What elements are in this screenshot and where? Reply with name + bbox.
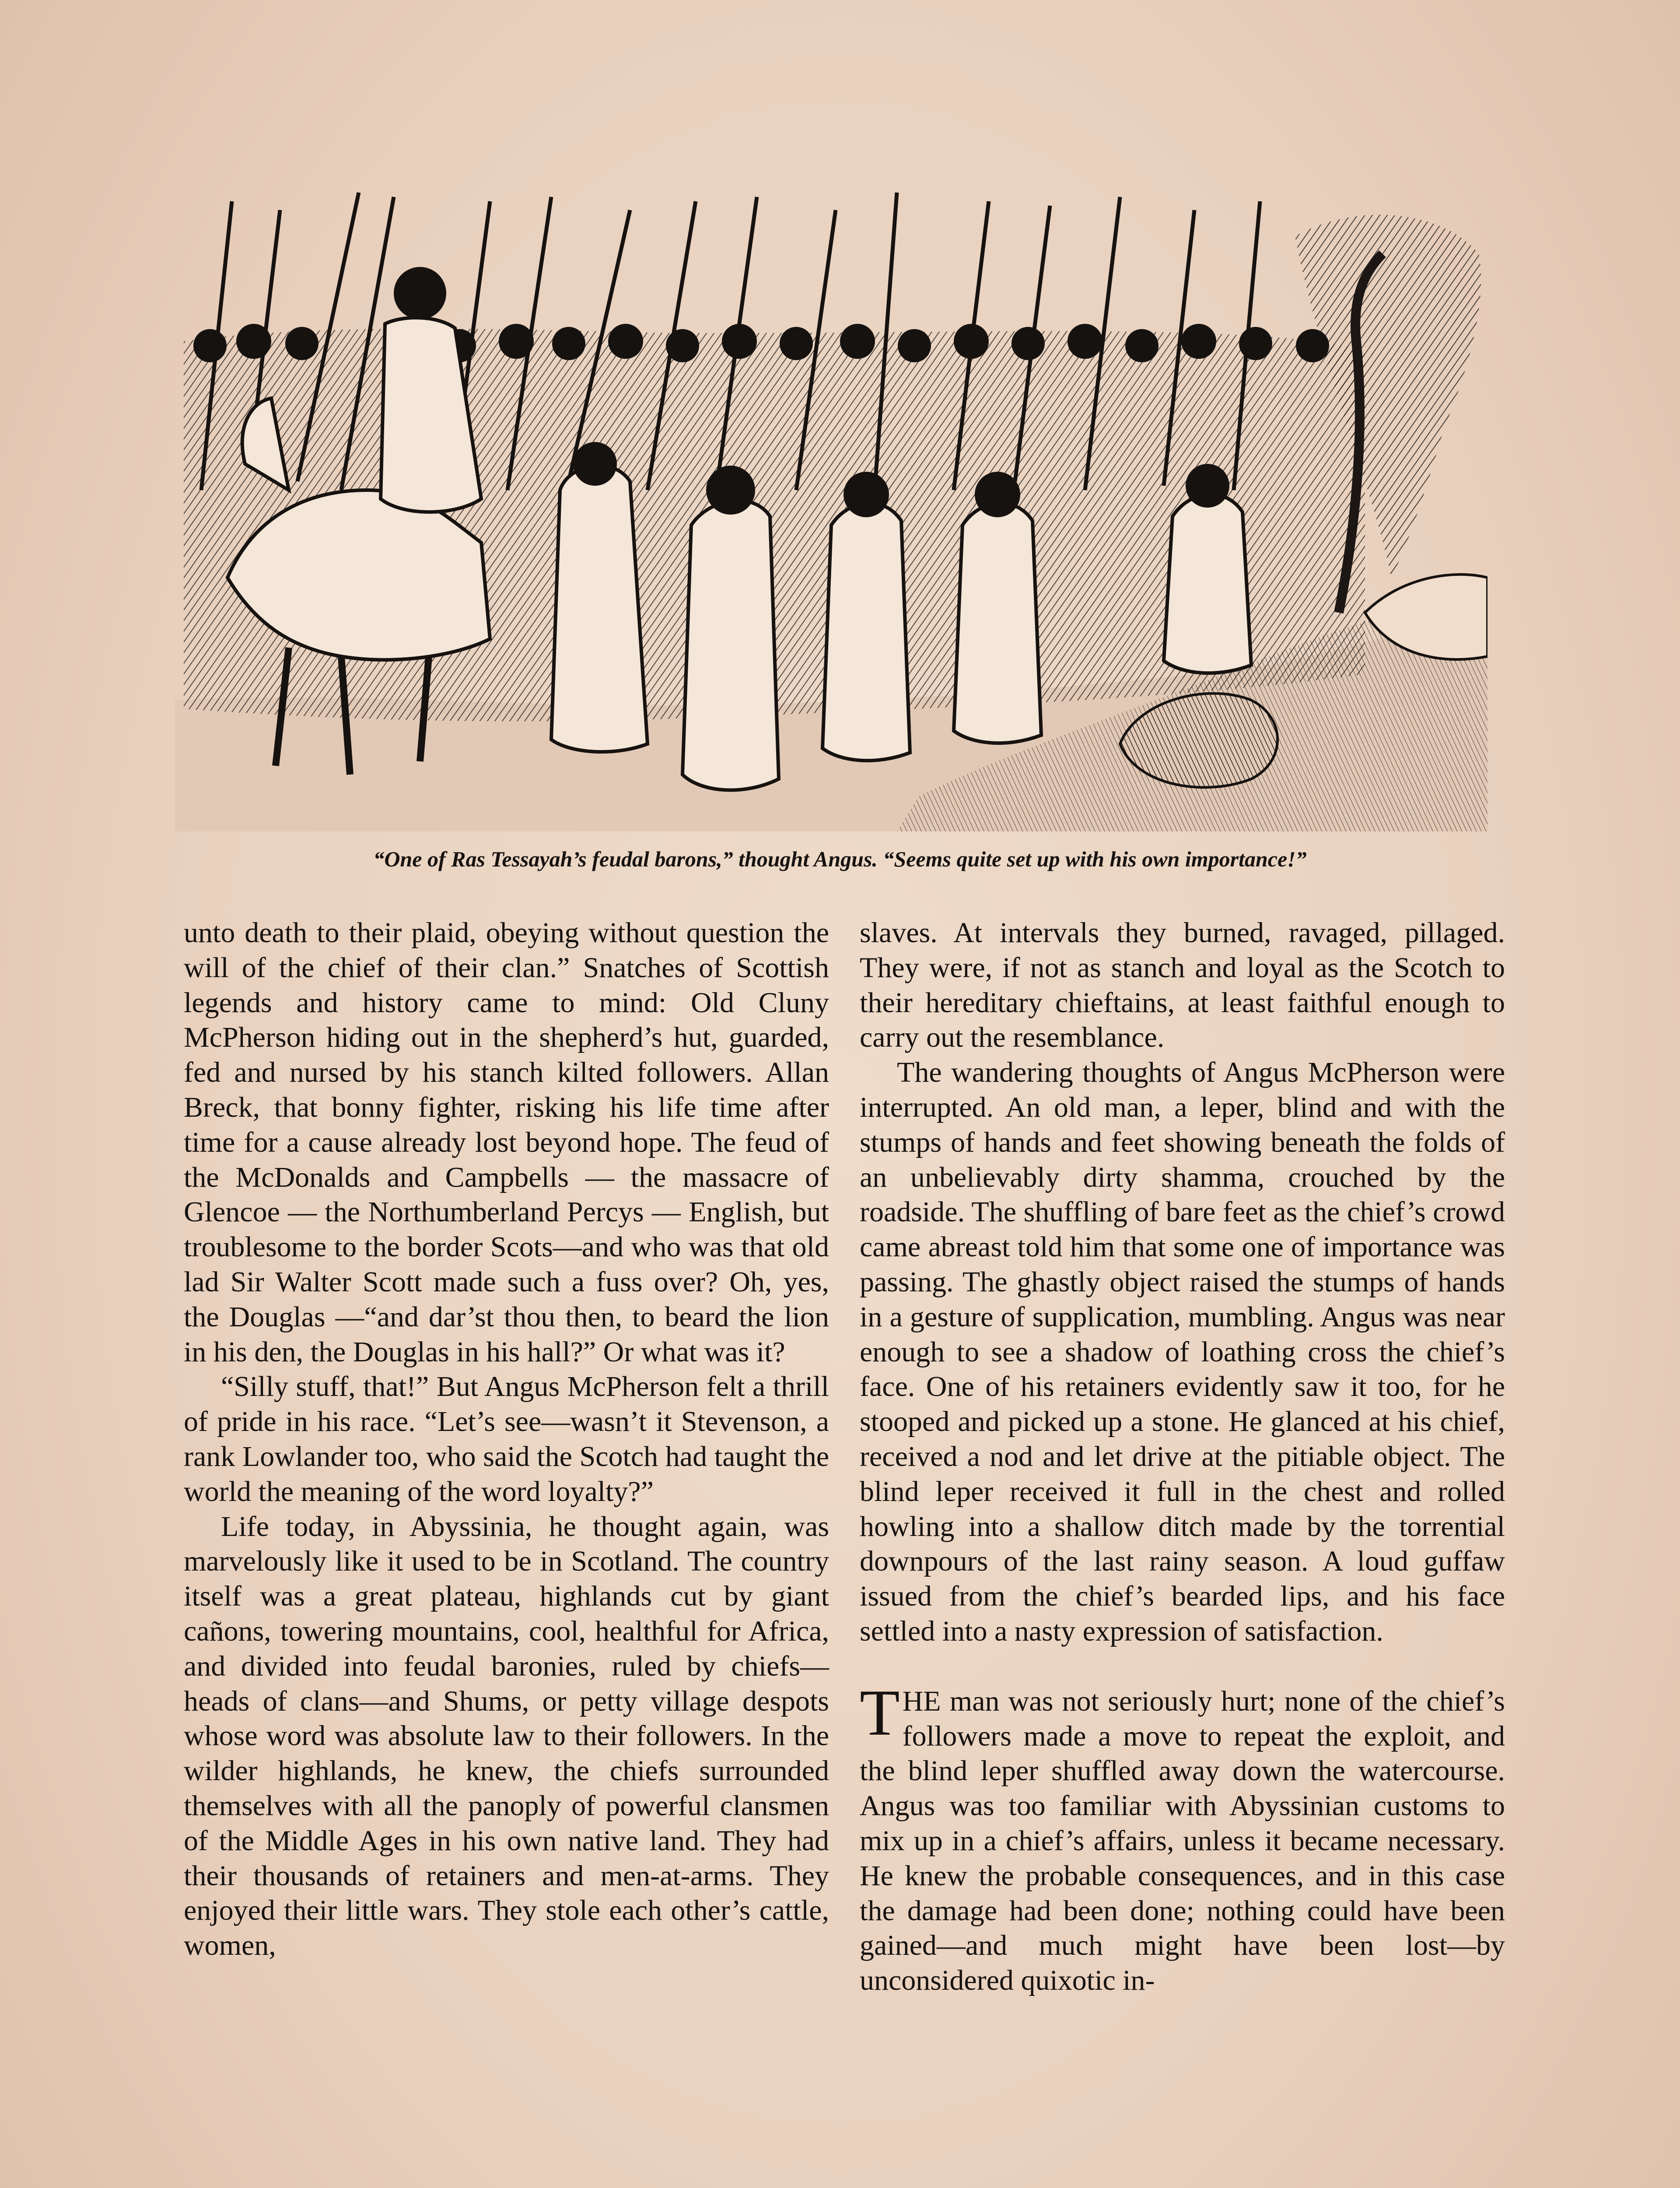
section-text: HE man was not seriously hurt; none of the chief’s followers made a move to repeat the exploit, and the blind leper shuffled away down the watercourse. Angus was too familiar with Abyssinian customs to mix up in a chief’s affairs, unless it became necessary. He knew the probable consequences, and in this case the damage had been done; nothing could have been gained—and much might have been lost—by unconsidered quixotic in- (860, 1685, 1505, 1997)
paragraph: The wandering thoughts of Angus McPherson were interrupted. An old man, a leper, blind and with the stumps of hands and feet showing beneath the folds of an unbelievably dirty shamma, crouched by the roadside. The shuffling of bare feet as the chief’s crowd came abreast told him that some one of importance was passing. The ghastly object raised the stumps of hands in a gesture of supplication, mumbling. Angus was near enough to see a shadow of loathing cross the chief’s face. One of his retainers evidently saw it too, for he stooped and picked up a stone. He glanced at his chief, received a nod and let drive at the pitiable object. The blind leper received it full in the chest and rolled howling into a shallow ditch made by the torrential downpours of the last rainy season. A loud guffaw issued from the chief’s bearded lips, and his face settled into a nasty expression of satisfaction. (860, 1056, 1505, 1647)
section-break (860, 1649, 1505, 1684)
paragraph: Life today, in Abyssinia, he thought again, was marvelously like it used to be in Scotland. The country itself was a great plateau, highlands cut by giant cañons, towering mountains, cool, healthful for Africa, and divided into feudal baronies, ruled by chiefs—heads of clans—and Shums, or petty village despots whose word was absolute law to their followers. In the wilder highlands, he knew, the chiefs surrounded themselves with all the panoply of powerful clansmen of the Middle Ages in his own native land. They had their thousands of retainers and men-at-arms. They enjoyed their little wars. They stole each other’s cattle, women, (184, 1510, 829, 1962)
drop-cap: T (860, 1676, 900, 1749)
section-paragraph (860, 1676, 1505, 1998)
right-text-column (860, 915, 1505, 1998)
paragraph: “Silly stuff, that!” But Angus McPherson felt a thrill of pride in his race. “Let’s see—wasn’t it Stevenson, a rank Lowlander too, who said the Scotch had taught the world the meaning of the word loyalty?” (184, 1371, 829, 1508)
paragraph: slaves. At intervals they burned, ravaged, pillaged. They were, if not as stanch and loyal as the Scotch to their hereditary chieftains, at least faithful enough to carry out the resemblance. (860, 917, 1505, 1054)
procession-illustration (175, 184, 1488, 831)
paragraph: unto death to their plaid, obeying without question the will of the chief of their clan.” Snatches of Scottish legends and history came to mind: Old Cluny McPherson hiding out in the shepherd’s hut, guarded, fed and nursed by his stanch kilted followers. Allan Breck, that bonny fighter, risking his life time after time for a cause already lost beyond hope. The feud of the McDonalds and Campbells — the massacre of Glencoe — the Northumberland Percys — English, but troublesome to the border Scots—and who was that old lad Sir Walter Scott made such a fuss over? Oh, yes, the Douglas —“and dar’st thou then, to beard the lion in his den, the Douglas in his hall?” Or what was it? (184, 917, 829, 1368)
left-text-column (184, 915, 829, 1963)
illustration-caption: “One of Ras Tessayah’s feudal barons,” thought Angus. “Seems quite set up with his own importance!” (373, 847, 1307, 871)
